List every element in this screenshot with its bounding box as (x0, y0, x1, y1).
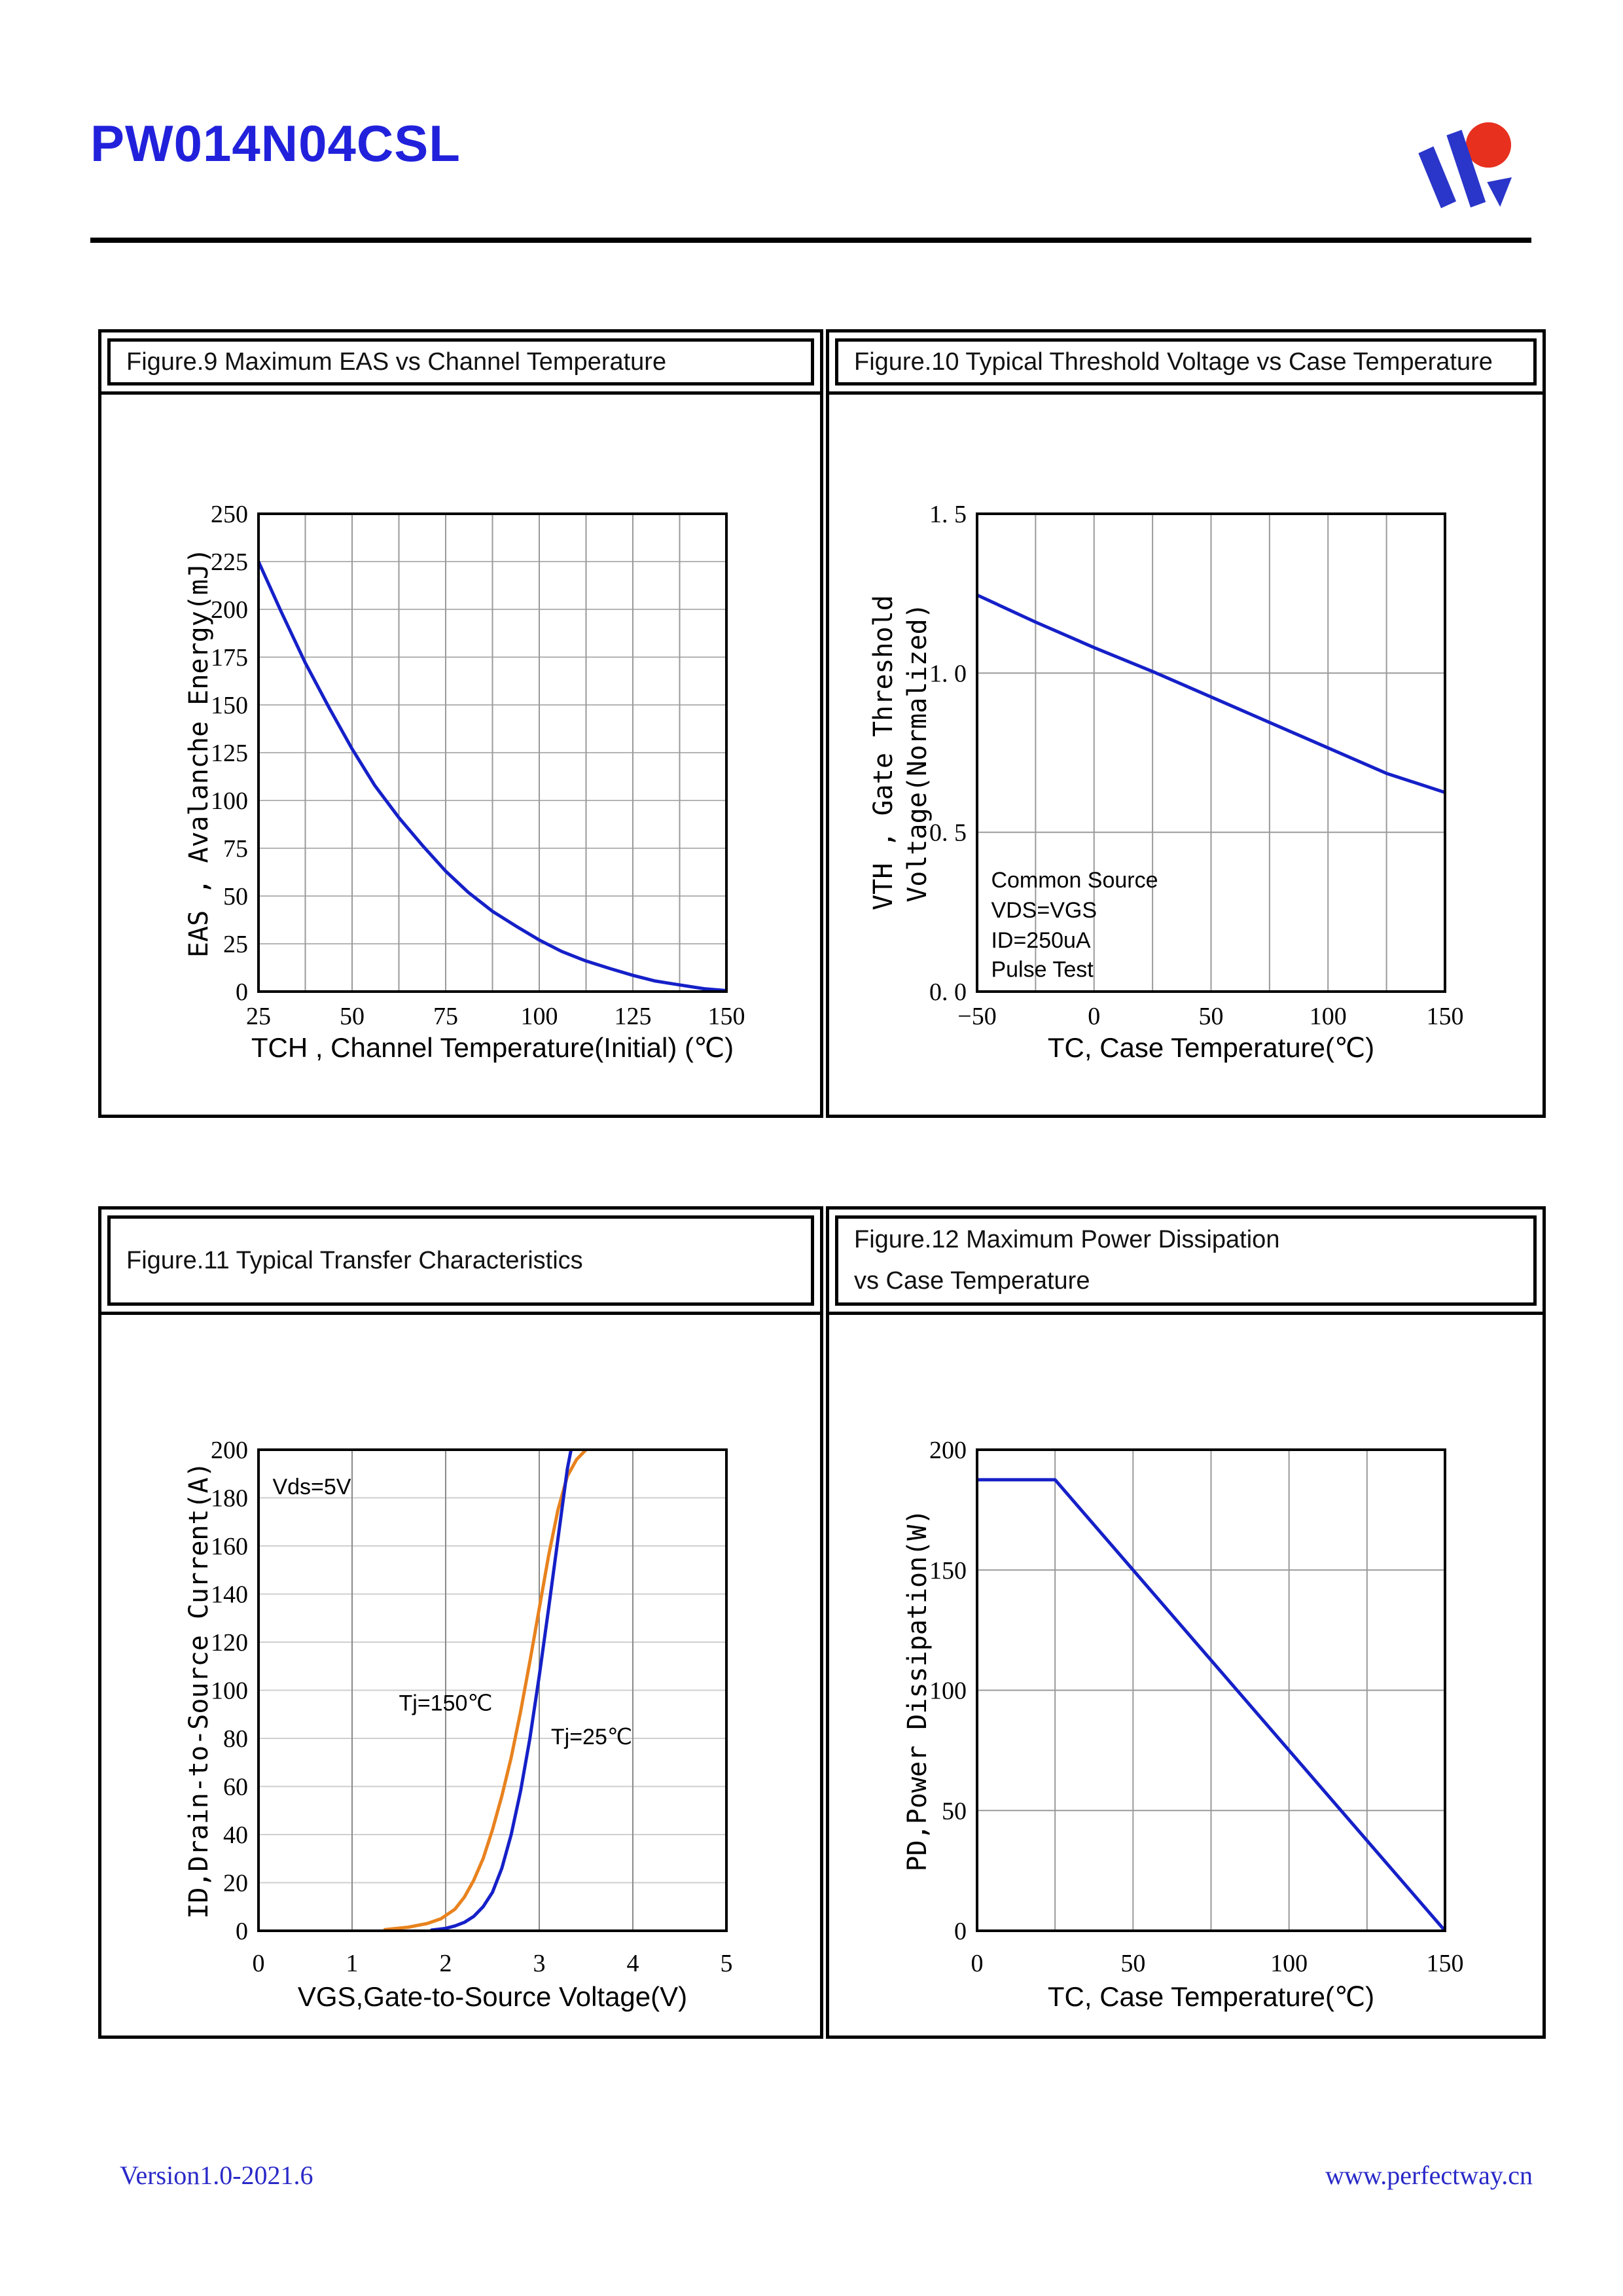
svg-text:TC, Case Temperature(℃): TC, Case Temperature(℃) (1047, 1981, 1375, 2012)
svg-text:TC, Case Temperature(℃): TC, Case Temperature(℃) (1047, 1032, 1375, 1063)
svg-text:0: 0 (236, 978, 248, 1006)
chart-transfer-characteristics (101, 1315, 820, 2036)
svg-text:1: 1 (346, 1950, 359, 1977)
svg-text:VTH , Gate Threshold: VTH , Gate Threshold (868, 595, 899, 910)
figure10-title: Figure.10 Typical Threshold Voltage vs Case Temperature (835, 338, 1537, 386)
svg-text:5: 5 (720, 1950, 733, 1977)
svg-text:Vds=5V: Vds=5V (272, 1474, 351, 1499)
svg-text:Tj=25℃: Tj=25℃ (550, 1724, 633, 1749)
svg-text:100: 100 (1309, 1003, 1347, 1030)
svg-text:225: 225 (211, 548, 248, 576)
svg-text:TCH , Channel Temperature(Init: TCH , Channel Temperature(Initial) (℃) (251, 1032, 734, 1063)
logo-blue-bar-left (1418, 147, 1456, 209)
svg-text:PD,Power Dissipation(W): PD,Power Dissipation(W) (902, 1509, 933, 1872)
svg-text:100: 100 (1270, 1950, 1308, 1977)
svg-text:150: 150 (707, 1003, 745, 1030)
svg-text:25: 25 (246, 1003, 271, 1030)
svg-text:80: 80 (223, 1725, 248, 1753)
svg-text:200: 200 (211, 1437, 248, 1464)
website-link: www.perfectway.cn (1325, 2161, 1533, 2190)
figure-row-top (98, 329, 1546, 1118)
svg-text:1. 5: 1. 5 (929, 501, 967, 528)
perfectway-logo (1400, 110, 1538, 221)
chart-eas-vs-channel-temp (101, 395, 820, 1115)
svg-text:25: 25 (223, 931, 248, 958)
svg-text:180: 180 (211, 1484, 248, 1513)
svg-text:0: 0 (1088, 1003, 1101, 1030)
svg-text:Voltage(Normalized): Voltage(Normalized) (902, 603, 933, 903)
figure11-panel (98, 1206, 823, 2039)
svg-text:120: 120 (211, 1629, 248, 1657)
svg-text:160: 160 (211, 1533, 248, 1560)
svg-text:0: 0 (971, 1950, 984, 1977)
svg-text:0. 5: 0. 5 (929, 819, 967, 847)
svg-text:0: 0 (252, 1950, 265, 1977)
header-divider (90, 238, 1531, 243)
svg-text:150: 150 (1426, 1003, 1464, 1030)
svg-text:ID=250uA: ID=250uA (991, 928, 1091, 954)
svg-text:150: 150 (211, 692, 248, 719)
svg-text:50: 50 (1198, 1003, 1224, 1030)
svg-text:Tj=150℃: Tj=150℃ (399, 1691, 493, 1716)
version-label: Version1.0-2021.6 (120, 2161, 313, 2190)
svg-text:2: 2 (439, 1950, 452, 1977)
svg-text:100: 100 (211, 787, 248, 815)
svg-text:40: 40 (223, 1821, 248, 1849)
svg-text:60: 60 (223, 1773, 248, 1801)
svg-text:Common Source: Common Source (991, 868, 1158, 893)
svg-text:200: 200 (929, 1437, 967, 1464)
svg-text:EAS , Avalanche Energy(mJ): EAS , Avalanche Energy(mJ) (184, 547, 214, 958)
svg-text:4: 4 (626, 1950, 639, 1977)
svg-text:50: 50 (1120, 1950, 1146, 1977)
svg-text:100: 100 (929, 1677, 967, 1705)
svg-text:200: 200 (211, 596, 248, 624)
part-number-title: PW014N04CSL (90, 115, 461, 172)
svg-text:75: 75 (433, 1003, 458, 1030)
svg-text:Pulse Test: Pulse Test (991, 957, 1094, 982)
svg-text:0: 0 (236, 1918, 248, 1945)
svg-text:50: 50 (340, 1003, 365, 1030)
svg-text:ID,Drain-to-Source Current(A): ID,Drain-to-Source Current(A) (184, 1462, 214, 1919)
figure9-panel (98, 329, 823, 1118)
chart-power-dissipation (829, 1315, 1543, 2036)
figure9-title: Figure.9 Maximum EAS vs Channel Temperature (107, 338, 814, 386)
svg-text:20: 20 (223, 1869, 248, 1897)
figure-row-bottom (98, 1206, 1546, 2039)
svg-text:125: 125 (211, 740, 248, 767)
svg-text:50: 50 (223, 883, 248, 910)
svg-text:100: 100 (520, 1003, 558, 1030)
figure12-title: Figure.12 Maximum Power Dissipation vs Case Temperature (835, 1215, 1537, 1306)
svg-text:125: 125 (614, 1003, 652, 1030)
svg-text:0: 0 (954, 1918, 967, 1945)
logo-red-ball (1466, 122, 1511, 168)
svg-text:100: 100 (211, 1677, 248, 1705)
figure12-panel (826, 1206, 1546, 2039)
svg-text:VGS,Gate-to-Source Voltage(V): VGS,Gate-to-Source Voltage(V) (297, 1981, 688, 2012)
svg-text:50: 50 (942, 1797, 967, 1825)
svg-text:−50: −50 (957, 1003, 997, 1030)
svg-text:3: 3 (533, 1950, 546, 1977)
svg-text:0. 0: 0. 0 (929, 978, 967, 1006)
svg-text:150: 150 (929, 1556, 967, 1585)
figure10-panel (826, 329, 1546, 1118)
svg-text:1. 0: 1. 0 (929, 660, 967, 688)
svg-text:250: 250 (211, 501, 248, 528)
svg-text:75: 75 (223, 835, 248, 863)
svg-text:VDS=VGS: VDS=VGS (991, 898, 1097, 924)
logo-blue-triangle (1487, 177, 1512, 207)
svg-text:175: 175 (211, 644, 248, 672)
svg-text:150: 150 (1426, 1950, 1464, 1977)
figure11-title: Figure.11 Typical Transfer Characteristics (107, 1215, 814, 1306)
svg-text:140: 140 (211, 1581, 248, 1609)
chart-vth-vs-case-temp (829, 395, 1543, 1115)
